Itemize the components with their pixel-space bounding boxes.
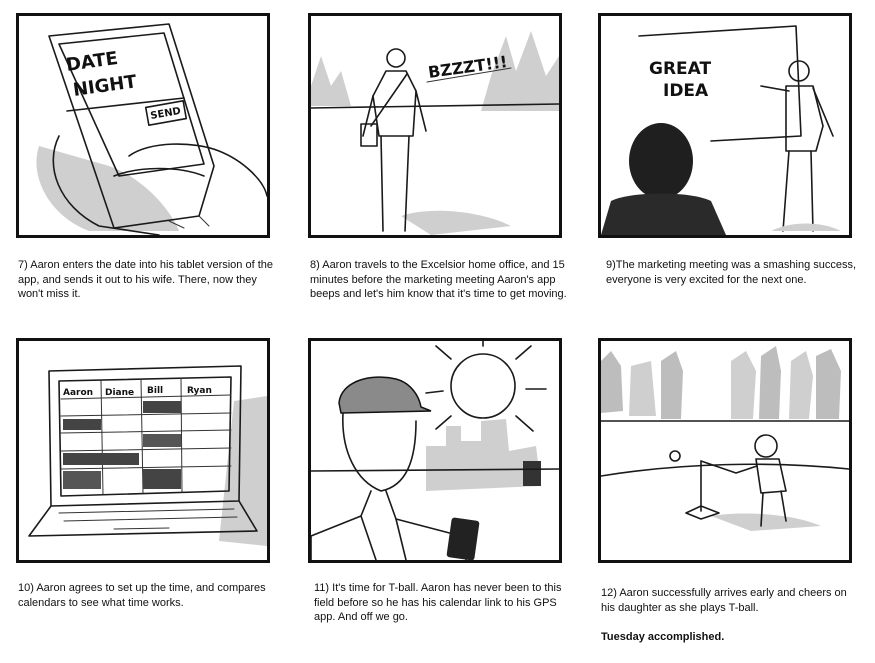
storyboard-panel-8 — [308, 13, 562, 238]
tball-field-sketch — [601, 341, 849, 560]
bill-label: Bill — [147, 386, 164, 396]
caption-panel-10: 10) Aaron agrees to set up the time, and compares calendars to see what time works. — [18, 582, 266, 609]
caption-panel-9: 9)The marketing meeting was a smashing success, everyone is very excited for the next one. — [606, 259, 857, 286]
storyboard-panel-7 — [16, 13, 270, 238]
date-text: DATE — [64, 47, 120, 76]
send-text: SEND — [149, 105, 182, 122]
presentation-sketch — [601, 16, 849, 235]
tablet-sketch — [19, 16, 267, 235]
ryan-label: Ryan — [187, 386, 212, 396]
caption-panel-12 — [601, 586, 863, 645]
caption-panel-11: 11) It's time for T-ball. Aaron has never been to this field before so he has his calendar link to his GPS app. And off we go. — [314, 582, 562, 623]
tuesday-accomplished-text: Tuesday accomplished. — [601, 631, 725, 643]
diane-label: Diane — [105, 388, 135, 398]
walking-man-sketch — [311, 16, 559, 235]
storyboard-panel-10 — [16, 338, 270, 563]
great-text: GREAT — [649, 59, 712, 79]
laptop-calendar-sketch — [19, 341, 267, 560]
caption-panel-12-text: 12) Aaron successfully arrives early and cheers on his daughter as she plays T-ball. — [601, 587, 847, 614]
caption-panel-7: 7) Aaron enters the date into his tablet version of the app, and sends it out to his wife. There, now they won't miss it. — [18, 259, 273, 300]
storyboard-panel-12 — [598, 338, 852, 563]
night-text: NIGHT — [71, 71, 138, 101]
storyboard-panel-9 — [598, 13, 852, 238]
caption-panel-8: 8) Aaron travels to the Excelsior home office, and 15 minutes before the marketing meeting Aaron's app beeps and let's him know that it's time to get moving. — [310, 259, 567, 300]
bzzzt-text: BZZZT!!! — [426, 52, 509, 82]
storyboard-panel-11 — [308, 338, 562, 563]
idea-text: IDEA — [663, 81, 709, 101]
tball-dad-sketch — [311, 341, 559, 560]
aaron-label: Aaron — [63, 388, 94, 398]
